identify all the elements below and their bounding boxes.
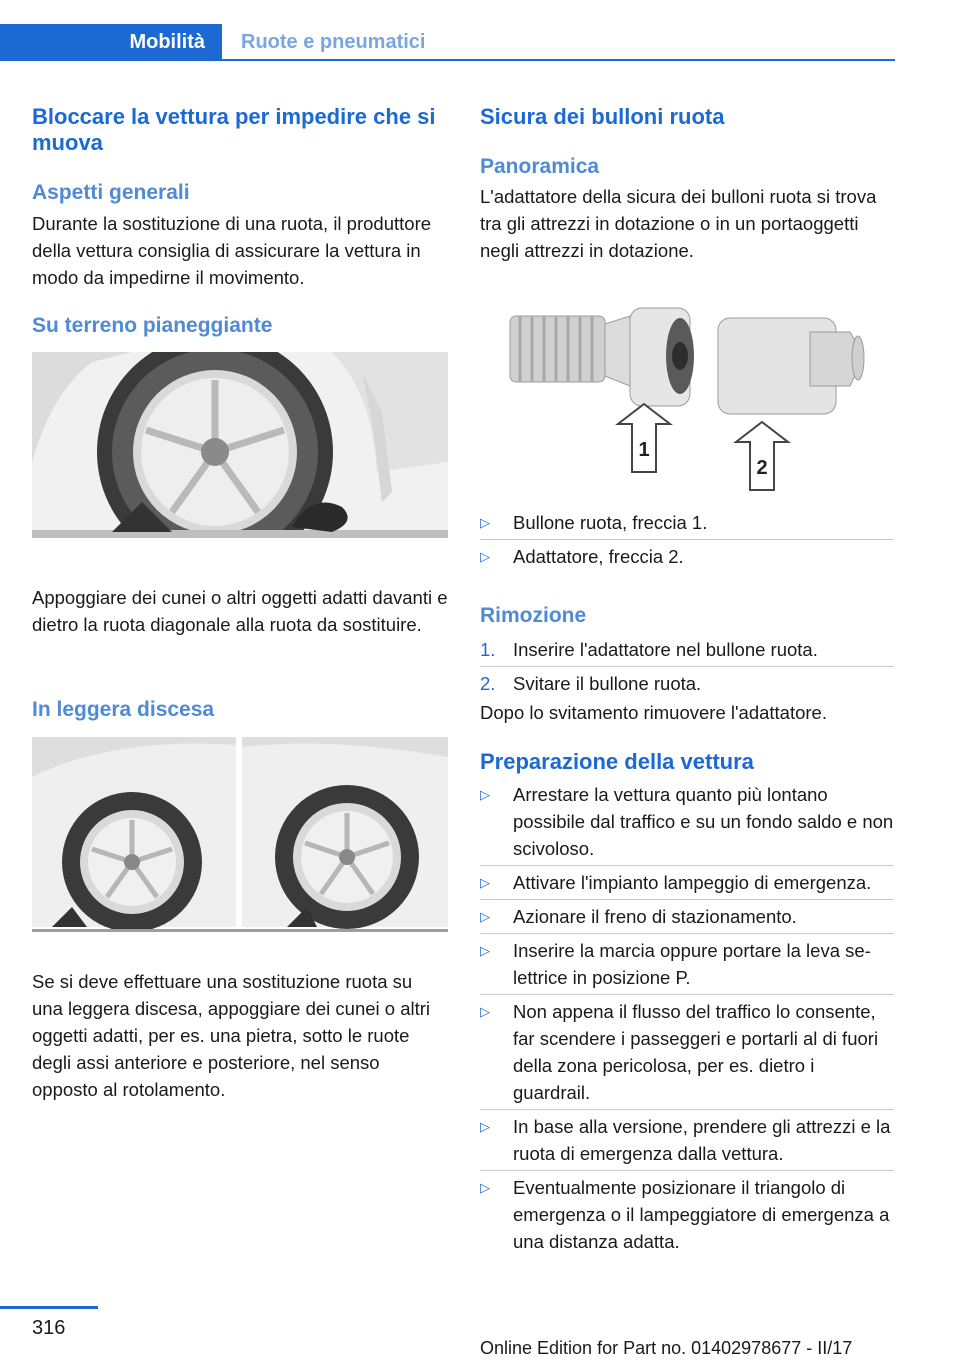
prep-list (480, 781, 894, 1255)
list-item: ▷ Attivare l'impianto lampeggio di emergenza. (480, 869, 894, 896)
list-divider (480, 865, 894, 866)
triangle-bullet-icon: ▷ (480, 787, 490, 802)
list-item: ▷ In base alla versione, prendere gli attrezzi e la ruota di emergenza dalla vettura. (480, 1113, 894, 1167)
figure-slope (32, 737, 448, 935)
page-number: 316 (32, 1317, 66, 1339)
subheading-general: Aspetti generali (32, 181, 190, 204)
triangle-bullet-icon: ▷ (480, 943, 490, 958)
footer-divider (0, 1306, 98, 1309)
paragraph-after-removal: Dopo lo svitamento rimuovere l'adattatore. (480, 702, 827, 723)
list-item: ▷ Non appena il flusso del traffico lo consente, far scendere i passeggeri e portarli al di fuori della zona pericolosa, per es. dietro i guardrail. (480, 998, 894, 1106)
heading-vehicle-prep: Preparazione della vettura (480, 749, 754, 774)
subheading-removal: Rimozione (480, 604, 587, 627)
page-header (0, 24, 895, 62)
triangle-bullet-icon: ▷ (480, 549, 490, 564)
figure-flat-ground (32, 352, 448, 538)
list-item: ▷ Arrestare la vettura quanto più lontano possibile dal traffico e su un fondo saldo e non scivoloso. (480, 781, 894, 862)
list-item: ▷ Inserire la marcia oppure portare la leva selettrice in posizione P. (480, 937, 894, 991)
arrow-label-1: 1 (638, 439, 650, 461)
paragraph-general: Durante la sostituzione di una ruota, il produttore della vettura consiglia di assicurare la vettura in modo da impedirne il movimento. (32, 213, 432, 288)
section-tab-mobilita: Mobilità (0, 24, 222, 61)
slope-illustration (32, 737, 448, 935)
list-divider (480, 994, 894, 995)
paragraph-overview: L'adattatore della sicura dei bulloni ruota si trova tra gli attrezzi in dotazione o in un portaoggetti negli attrezzi in dotazione. (480, 186, 877, 261)
removal-steps (480, 636, 894, 697)
list-divider (480, 539, 894, 540)
bolt-adapter-illustration (480, 296, 896, 492)
subheading-slope: In leggera discesa (32, 698, 215, 721)
heading-block-vehicle: Bloccare la vettura per impedire che si muova (32, 104, 436, 155)
list-divider (480, 899, 894, 900)
arrow-label-2: 2 (756, 457, 768, 479)
triangle-bullet-icon: ▷ (480, 1004, 490, 1019)
list-item: ▷ Eventualmente posizionare il triangolo di emergenza o il lampeggiatore di emergenza a una distanza adatta. (480, 1174, 894, 1255)
subheading-overview: Panoramica (480, 155, 600, 178)
list-item: 1. Inserire l'adattatore nel bullone ruota. (480, 639, 818, 660)
heading-wheel-lock: Sicura dei bulloni ruota (480, 104, 725, 129)
triangle-bullet-icon: ▷ (480, 1180, 490, 1195)
triangle-bullet-icon: ▷ (480, 515, 490, 530)
chapter-tab-ruote: Ruote e pneumatici (241, 31, 426, 53)
header-divider (222, 59, 895, 61)
triangle-bullet-icon: ▷ (480, 1119, 490, 1134)
list-item: ▷ Bullone ruota, freccia 1. (480, 509, 894, 536)
list-item: 2. Svitare il bullone ruota. (480, 673, 702, 694)
triangle-bullet-icon: ▷ (480, 909, 490, 924)
subheading-flat-ground: Su terreno pianeggiante (32, 314, 273, 337)
list-divider (480, 666, 894, 667)
overview-list (480, 509, 894, 570)
figure-bolt-adapter (480, 296, 896, 492)
list-divider (480, 1109, 894, 1110)
edition-note: Online Edition for Part no. 01402978677 - II/17 (480, 1338, 853, 1358)
list-divider (480, 933, 894, 934)
list-item: ▷ Azionare il freno di stazionamento. (480, 903, 894, 930)
list-item: ▷ Adattatore, freccia 2. (480, 543, 894, 570)
flat-ground-illustration (32, 352, 448, 538)
paragraph-slope: Se si deve effettuare una sostituzione ruota su una leggera discesa, appoggiare dei cunei o altri oggetti adatti, per es. una pietra, sotto le ruote degli assi anteriore e posteriore, nel senso opposto al rotolamento. (32, 971, 431, 1100)
list-divider (480, 1170, 894, 1171)
paragraph-flat-ground: Appoggiare dei cunei o altri oggetti adatti davanti e dietro la ruota diagonale alla ruota da sostituire. (32, 587, 448, 635)
triangle-bullet-icon: ▷ (480, 875, 490, 890)
